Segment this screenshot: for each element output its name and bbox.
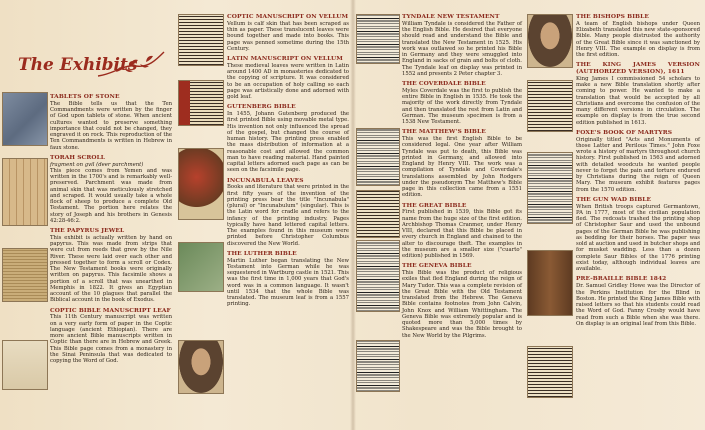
entry-braille	[576, 276, 700, 327]
entry-papyrus	[50, 228, 172, 304]
entry-heading: FOXE'S BOOK OF MARTYRS	[576, 128, 673, 136]
entry-heading: THE KING JAMES VERSION (AUTHORIZED VERSION), 1611	[576, 61, 700, 76]
gun-wad-thumbnail	[527, 250, 573, 316]
page-title: The Exhibits	[18, 55, 138, 75]
entry-coptic-leaf	[50, 308, 172, 365]
entry-heading: THE GENEVA BIBLE	[402, 262, 472, 270]
entry-heading: PRE-BRAILLE BIBLE 1842	[576, 275, 667, 283]
entry-heading: INCUNABULA LEAVES	[227, 176, 304, 184]
column-2	[227, 14, 349, 308]
incunabula-thumbnail	[178, 242, 224, 292]
entry-incunabula	[227, 178, 349, 247]
kjv-thumbnail	[527, 80, 573, 132]
torah-thumbnail	[2, 158, 48, 226]
papyrus-thumbnail	[2, 248, 48, 302]
entry-body: The Bible tells us that the Ten Commandments were written by the finger of God upon tablets of stone. When ancient cultures wanted to preserve something importance that could not be changed, they engraved it on rock. This reproduction of the Ten Commandments is written in Hebrew in faux stone.	[50, 100, 172, 151]
matthews-thumbnail	[356, 190, 400, 238]
entry-heading: COPTIC MANUSCRIPT ON VELLUM	[227, 13, 349, 20]
entry-tyndale	[402, 14, 522, 77]
great-bible-thumbnail	[356, 240, 400, 312]
entry-luther	[227, 251, 349, 308]
latin-vellum-thumbnail	[178, 80, 224, 126]
entry-body: William Tyndale is considered the Father of the English Bible. He desired that everyone should read and understand the Bible and translated the New Testament in 1525. His work was outlawed so he printed his Bible in Germany and they were smuggled into England in sacks of grain and bolts of cloth. The Tyndale leaf on display was printed in 1552 and presents 2 Peter chapter 3.	[402, 20, 522, 77]
gutenberg-thumbnail	[178, 148, 224, 220]
entry-heading: COPTIC BIBLE MANUSCRIPT LEAF	[50, 306, 171, 314]
entry-heading: THE PAPYRUS JEWEL	[50, 227, 125, 235]
column-1	[50, 94, 172, 364]
entry-heading: LATIN MANUSCRIPT ON VELLUM	[227, 55, 343, 63]
entry-heading: THE GREAT BIBLE	[402, 201, 467, 209]
entry-body: This exhibit is actually written by hand on papyrus. This was made from strips that were cut from reeds that grew by the Nile River. These were laid over each other and pressed together to form a scroll or Codex. The New Testament books were originally written on papyrus. This facsimile shows a portion of a scroll that was unearthed in Memphis in 1822. It gives an Egyptian account of the 10 plagues that parallel the Biblical account in the book of Exodus.	[50, 234, 172, 304]
entry-torah	[50, 155, 172, 224]
entry-heading: TYNDALE NEW TESTAMENT	[402, 13, 500, 20]
tablets-thumbnail	[2, 92, 48, 146]
luther-thumbnail	[178, 340, 224, 394]
entry-body: First published in 1539, this Bible got its name from the huge size of the first edition. Archbishop Thomas Cranmer, under Henry VIII, declared that this Bible be placed in every church in England and chained to the alter to discourage theft. The examples in the museum are a smaller size ("cuarto" edition) published in 1569.	[402, 209, 522, 260]
entry-body: Books and literature that were printed in the first fifty years of the invention of the printing press bear the title "Incunabula" (plural) or "Incunabulum" (singular). This is the Latin word for cradle and refers to the infancy of the printing industry. Pages typically have hand lettered capital letters. The examples found in this museum were printed before Christopher Columbus discovered the New World.	[227, 184, 349, 247]
entry-heading: TABLETS OF STONE	[50, 93, 120, 100]
entry-body: Martin Luther began translating the New Testament into German while he was sequestered in Wartburg castle in 1521. This was the first time in 1,000 years that God's word was in a common language. It wasn't until 1534 that the whole Bible was translated. The museum leaf is from a 1557 printing.	[227, 257, 349, 308]
entry-body: Myles Coverdale was the first to publish the entire Bible in English in 1535. He took the majority of the work directly from Tyndale and then translated the rest from Latin and German. The museum specimen is from a 1538 New Testament.	[402, 87, 522, 126]
entry-body: This piece comes from Yemen and was written in the 1700's and is remarkably well-preserved. Parchment was made from animal skin that was meticulously stretched and scraped. It would usually take a whole flock of sheep to produce a complete Old Testament. The portion here relates the story of Joseph and his brothers in Genesis 42:28-46:2.	[50, 167, 172, 224]
coverdale-thumbnail	[356, 128, 400, 186]
tyndale-thumbnail	[356, 14, 400, 64]
vine-ornament-icon	[96, 48, 166, 84]
entry-heading: THE MATTHEW'S BIBLE	[402, 128, 486, 136]
entry-latin-vellum	[227, 56, 349, 100]
foxe-thumbnail	[527, 152, 573, 224]
entry-body: This was the first English Bible to be considered legal. One year after William Tyndale was put to death, this Bible was printed in Germany, and allowed into England by Henry VIII. The work was a compilation of Tyndale and Coverdale's translations assembled by John Rodgers under the pseudonym The Matthew's Bible page in this collection came from a 1551 edition.	[402, 136, 522, 199]
entry-body: A team of English bishops under Queen Elizabeth translated this new state-sponsored Bible. Many people distrusted the authority of the Great Bible since it was sanctioned by Henry VIII. The example on display is from the first edition.	[576, 20, 700, 59]
entry-heading: THE LUTHER BIBLE	[227, 249, 297, 257]
entry-body: When British troops captured Germantown, PA in 1777, most of the civilian population fled. The redcoats trashed the printing shop of Christopher Saur and used the unbound pages of the German Bible he was publishing as bedding for their horses. The paper was sold at auction and used in butcher shops and for musket wadding. Less than a dozen complete Saur Bibles of the 1776 printing exist today, although individual leaves are available.	[576, 203, 700, 273]
entry-matthews	[402, 129, 522, 198]
entry-kjv	[576, 62, 700, 126]
entry-coverdale	[402, 81, 522, 125]
entry-foxe	[576, 130, 700, 193]
entry-body: These medieval leaves were written in Latin around 1400 AD in monasteries dedicated to the copying of scripture. It was considered to be an occupation of holy calling so each page was artistically done and adorned with gold leaf.	[227, 62, 349, 101]
entry-body: Originally titled "Acts and Monuments of those Latter and Perilous Times." John Foxe wrote a history of martyrs throughout church history. First published in 1563 and adorned with detailed woodcuts he wanted people never to forget the pain and torture endured by Christians during the reign of Queen Mary. The museum exhibit features pages from the 1570 edition.	[576, 136, 700, 193]
braille-thumbnail	[527, 346, 573, 398]
entry-heading: THE BISHOPS BIBLE	[576, 13, 649, 20]
entry-body: In 1455, Johann Gutenberg produced the first printed Bible using movable metal type. His invention not only influenced the spread of the gospel, but changed the course of human history. The printing press enabled the mass distribution of information at a reasonable cost and allowed the common man to have reading material. Hand painted capital letters adorned each page as can be seen on the facsimile page.	[227, 111, 349, 174]
entry-heading: THE GUN WAD BIBLE	[576, 195, 652, 203]
entry-body: King James I commissioned 54 scholars to make a new Bible translation shortly after coming to power. He wanted to make a translation that would be accepted by all Christians and overcome the confusion of the many different versions in circulation. The example on display is from the true second edition published in 1613.	[576, 75, 700, 126]
entry-heading: GUTENBERG BIBLE	[227, 103, 296, 111]
entry-body: Vellum is calf skin that has been scraped as thin as paper. These translucent leaves were bound together and made into books. This page was penned sometime during the 15th Century.	[227, 20, 349, 52]
column-3	[402, 14, 522, 339]
entry-tablets	[50, 94, 172, 151]
coptic-vellum-thumbnail	[178, 14, 224, 66]
entry-geneva	[402, 263, 522, 339]
entry-body: Dr. Samuel Gridley Howe was the Director of the Perkins Institution for the Blind in Boston. He printed the King James Bible with raised letters so that his students could read the Word of God. Fanny Crosby would have read from such a Bible when she was there. On display is an original leaf from this Bible.	[576, 283, 700, 327]
geneva-thumbnail	[356, 340, 400, 392]
entry-body: This Bible was the product of religious exiles that fled England during the reign of Mary Tudor. This was a complete revision of the Great Bible with the Old Testament translated from the Hebrew. The Geneva Bible contains footnotes from John Calvin, John Knox and William Whittingham. The Geneva Bible was extremely popular and is quoted more than 5,000 times by Shakespeare and was the Bible brought to the New World by the Pilgrims.	[402, 270, 522, 339]
entry-body: This 11th Century manuscript was written on a very early form of paper in the Coptic language (ancient Ethiopian). There are more ancient Bible manuscripts written in Coptic than there are in Hebrew and Greek. This Bible page comes from a monastery in the Sinai Peninsula that was dedicated to copying the Word of God.	[50, 314, 172, 365]
entry-heading: THE COVERDALE BIBLE	[402, 80, 486, 88]
entry-heading: TORAH SCROLL	[50, 153, 106, 161]
entry-gun-wad	[576, 197, 700, 273]
coptic-leaf-thumbnail	[2, 340, 48, 390]
bishops-thumbnail	[527, 14, 573, 68]
column-4	[576, 14, 700, 327]
entry-coptic-vellum	[227, 14, 349, 52]
entry-subtitle: fragment on gvil (deer parchment)	[50, 161, 144, 168]
entry-great-bible	[402, 203, 522, 260]
entry-gutenberg	[227, 104, 349, 173]
entry-bishops	[576, 14, 700, 58]
